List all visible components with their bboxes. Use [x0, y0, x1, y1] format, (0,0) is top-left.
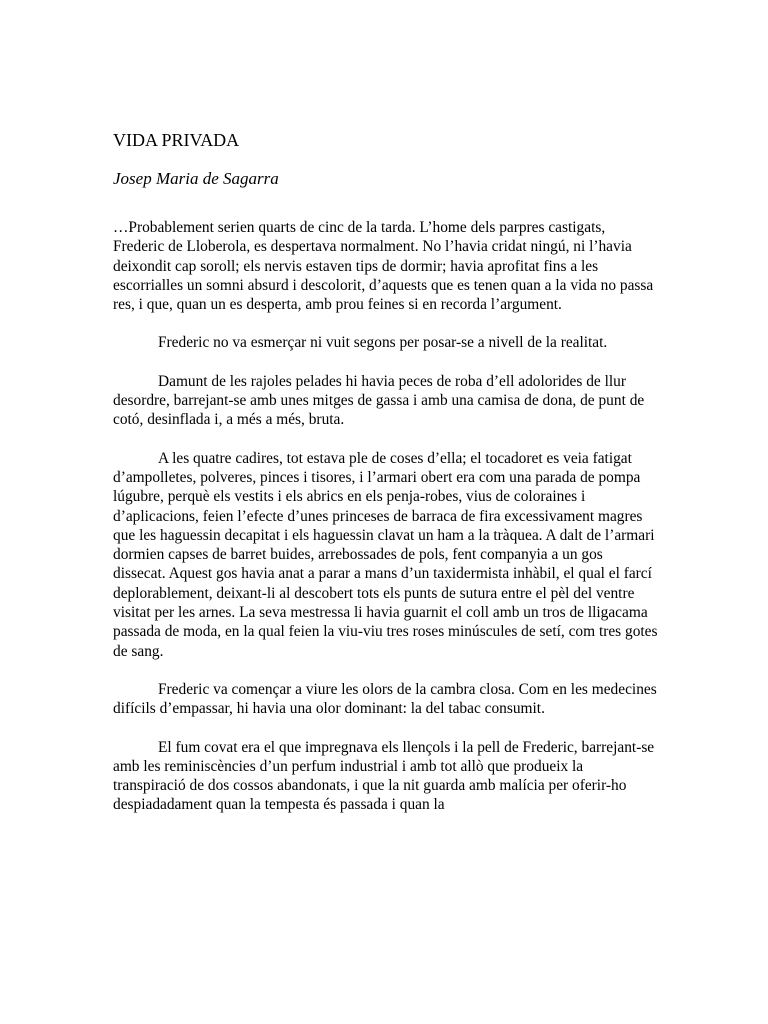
paragraph-1: …Probablement serien quarts de cinc de la tarda. L’home dels parpres castigats, Frederic de Lloberola, es despertava normalment. No l’havia cridat ningú, ni l’havia deixondit cap soroll; els nervis estaven tips de dormir; havia aprofitat fins a les escorrialles un somni absurd i descolorit, d’aquests que es tenen quan a la vida no passa res, i que, quan un es desperta, amb prou feines si en recorda l’argument.	[113, 219, 654, 314]
document-author: Josep Maria de Sagarra	[113, 169, 279, 188]
document-page	[113, 127, 658, 834]
document-title: VIDA PRIVADA	[113, 130, 240, 150]
paragraph-3: Damunt de les rajoles pelades hi havia peces de roba d’ell adolorides de llur desordre, barrejant-se amb unes mitges de gassa i amb una camisa de dona, de punt de cotó, desinflada i, a més a més, bruta.	[113, 372, 645, 429]
paragraph-2: Frederic no va esmerçar ni vuit segons per posar-se a nivell de la realitat.	[158, 334, 608, 352]
paragraph-4: A les quatre cadires, tot estava ple de coses d’ella; el tocadoret es veia fatigat d’ampolletes, polveres, pinces i tisores, i l’armari obert era com una parada de pompa lúgubre, perquè els vestits i els abrics en els penja-robes, vius de coloraines i d’aplicacions, feien l’efecte d’unes princeses de barraca de fira excessivament magres que les haguessin decapitat i els haguessin clavat un ham a la tràquea. A dalt de l’armari dormien capses de barret buides, arrebossades de pols, fent companyia a un gos dissecat. Aquest gos havia anat a parar a mans d’un taxidermista inhàbil, el qual el farcí deplorablement, deixant-li al descobert tots els punts de sutura entre el pèl del ventre visitat per les arnes. La seva mestressa li havia guarnit el coll amb un tros de lligacama passada de moda, en la qual feien la viu-viu tres roses minúscules de setí, com tres gotes de sang.	[113, 449, 658, 660]
paragraph-6: El fum covat era el que impregnava els llençols i la pell de Frederic, barrejant-se amb les reminiscències d’un perfum industrial i amb tot allò que produeix la transpiració de dos cossos abandonats, i que la nit guarda amb malícia per oferir-ho despiadadament quan la tempesta és passada i quan la	[113, 738, 655, 814]
paragraph-5: Frederic va començar a viure les olors de la cambra closa. Com en les medecines difícils d’empassar, hi havia una olor dominant: la del tabac consumit.	[113, 680, 657, 718]
